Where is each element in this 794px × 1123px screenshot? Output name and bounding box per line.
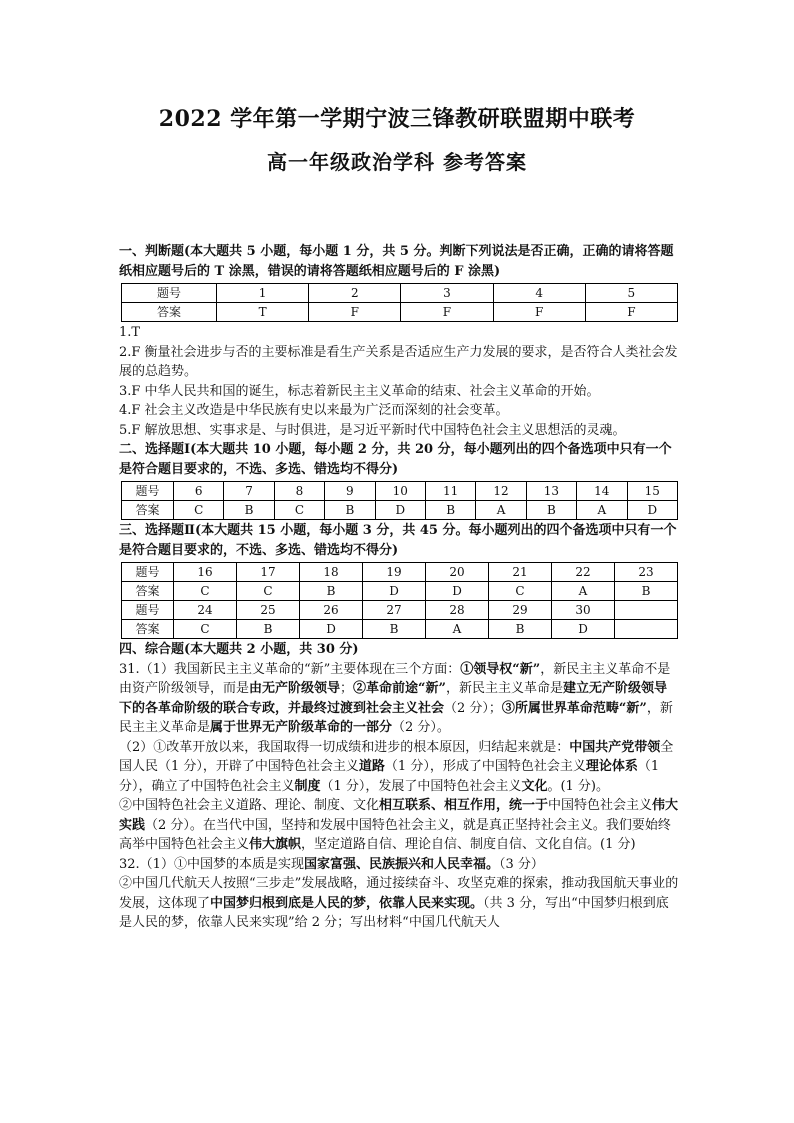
answer-text: （2）①改革开放以来，我国取得一切成绩和进步的根本原因，归结起来就是：: [119, 739, 570, 755]
question-number: 29: [489, 601, 552, 620]
answer-text: （1 分），形成了中国特色社会主义: [384, 759, 586, 774]
answer-text: （2 分）。: [392, 720, 450, 735]
answer-text: 32.（1）①中国梦的本质是实现: [119, 856, 304, 872]
answer-text: 31.（1）我国新民主主义革命的“新”主要体现在三个方面：: [119, 661, 461, 677]
question-number: 21: [489, 563, 552, 582]
question-number: 6: [174, 482, 224, 501]
answer-cell: A: [476, 501, 526, 520]
question-number: 19: [363, 563, 426, 582]
answer-cell: C: [274, 501, 324, 520]
answer-cell: A: [426, 620, 489, 639]
question-number: 27: [363, 601, 426, 620]
answer-text: ，新民主主义革命是: [119, 700, 673, 735]
row-label: 题号: [122, 284, 217, 303]
answer-text: ，坚定道路自信、理论自信、制度自信、文化自信。(1 分): [301, 837, 636, 852]
q31-part2-answer-1: [119, 738, 679, 797]
section2-heading: 二、选择题Ⅰ(本大题共 10 小题，每小题 2 分，共 20 分，每小题列出的四个备选项中只有一个是符合题目要求的，不选、多选、错选均不得分): [119, 442, 672, 477]
answer-text: （1 分），确立了中国特色社会主义: [119, 759, 660, 794]
answer-cell: C: [174, 620, 237, 639]
question-number: 15: [627, 482, 677, 501]
question-number: 9: [325, 482, 375, 501]
answer-cell: B: [489, 620, 552, 639]
question-number: 28: [426, 601, 489, 620]
question-number: 20: [426, 563, 489, 582]
answer-cell: D: [300, 620, 363, 639]
document-subtitle: 高一年级政治学科 参考答案: [267, 150, 527, 174]
question-number: 4: [493, 284, 585, 303]
question-number: 13: [526, 482, 576, 501]
q31-part1-answer: [119, 660, 679, 738]
question-number: 23: [615, 563, 678, 582]
answer-cell: B: [425, 501, 475, 520]
table-row: [122, 482, 678, 501]
question-number: 11: [425, 482, 475, 501]
question-number: 26: [300, 601, 363, 620]
key-point: 制度: [294, 778, 321, 794]
explanation-item: 1.T: [119, 325, 141, 340]
answer-cell: A: [577, 501, 627, 520]
answer-cell: B: [615, 582, 678, 601]
answer-cell: B: [300, 582, 363, 601]
table-row: [122, 620, 678, 639]
answer-text: ；: [340, 681, 354, 696]
question-number: 17: [237, 563, 300, 582]
question-number: 30: [552, 601, 615, 620]
question-number: 7: [224, 482, 274, 501]
answer-text: ，新民主主义革命不是由资产阶级领导，而是: [119, 661, 671, 696]
answer-cell: B: [325, 501, 375, 520]
table-row: [122, 601, 678, 620]
key-point: 伟大旗帜: [249, 837, 302, 852]
row-label: 答案: [122, 582, 174, 601]
question-number: 5: [585, 284, 677, 303]
key-point: 中国共产党带领: [569, 739, 661, 755]
q32-part1-answer: [119, 855, 679, 875]
answer-cell: C: [174, 501, 224, 520]
key-point: ①领导权“新”: [460, 661, 541, 677]
answer-text: 。(1 分)。: [547, 778, 610, 794]
question-number: 24: [174, 601, 237, 620]
answer-text: （共 3 分，写出“中国梦归根到底是人民的梦，依靠人民来实现”给 2 分；写出材料“中国几代航天人: [119, 895, 669, 930]
question-number: 1: [217, 284, 309, 303]
section3-answer-table: [121, 562, 678, 639]
answer-text: 全国人民（1 分），开辟了中国特色社会主义: [119, 739, 674, 774]
question-number: 10: [375, 482, 425, 501]
explanation-item: 3.F 中华人民共和国的诞生，标志着新民主主义革命的结束、社会主义革命的开始。: [119, 383, 600, 399]
document-body: [119, 242, 679, 933]
answer-cell: D: [426, 582, 489, 601]
section1-heading: 一、判断题(本大题共 5 小题，每小题 1 分，共 5 分。判断下列说法是否正确，正确的请将答题纸相应题号后的 T 涂黑，错误的请将答题纸相应题号后的 F 涂黑): [119, 244, 674, 279]
question-number: 14: [577, 482, 627, 501]
q32-part1-answer-2: [119, 874, 679, 933]
key-point: 建立无产阶级领导下的各革命阶级的联合专政，并最终过渡到社会主义社会: [119, 681, 668, 716]
section3-heading: 三、选择题Ⅱ(本大题共 15 小题，每小题 3 分，共 45 分。每小题列出的四个备选项中只有一个是符合题目要求的，不选、多选、错选均不得分): [119, 523, 677, 558]
answer-text: （2 分）。在当代中国，坚持和发展中国特色社会主义，就是真正坚持社会主义。我们要始终高举中国特色社会主义: [119, 817, 671, 852]
answer-text: （3 分）: [498, 856, 544, 872]
explanation-item: 5.F 解放思想、实事求是、与时俱进，是习近平新时代中国特色社会主义思想活的灵魂。: [119, 422, 626, 438]
key-point: 伟大实践: [119, 798, 679, 833]
question-number: 18: [300, 563, 363, 582]
answer-cell: C: [174, 582, 237, 601]
row-label: 答案: [122, 501, 174, 520]
key-point: ②革命前途“新”: [353, 681, 447, 696]
question-number: 22: [552, 563, 615, 582]
answer-cell: B: [363, 620, 426, 639]
key-point: 国家富强、民族振兴和人民幸福。: [303, 856, 499, 872]
answer-cell: C: [237, 582, 300, 601]
answer-cell: A: [552, 582, 615, 601]
key-point: 理论体系: [585, 759, 638, 774]
explanation-item: 4.F 社会主义改造是中华民族有史以来最为广泛而深刻的社会变革。: [119, 403, 509, 418]
row-label: 题号: [122, 563, 174, 582]
q31-part2-answer-2: [119, 796, 679, 855]
row-label: 题号: [122, 601, 174, 620]
table-row: [122, 563, 678, 582]
table-row: [122, 501, 678, 520]
row-label: 答案: [122, 620, 174, 639]
question-number: 25: [237, 601, 300, 620]
question-number: [615, 601, 678, 620]
answer-cell: B: [237, 620, 300, 639]
answer-cell: B: [526, 501, 576, 520]
answer-text: （2 分）；: [444, 700, 502, 716]
explanation-item: 2.F 衡量社会进步与否的主要标准是看生产关系是否适应生产力发展的要求，是否符合人类社会发展的总趋势。: [119, 344, 678, 379]
question-number: 16: [174, 563, 237, 582]
row-label: 答案: [122, 303, 217, 322]
key-point: 道路: [358, 759, 385, 774]
key-point: 文化: [521, 778, 548, 794]
row-label: 题号: [122, 482, 174, 501]
table-row: [122, 582, 678, 601]
section1-answer-table: [121, 283, 678, 322]
answer-cell: F: [309, 303, 401, 322]
answer-cell: [615, 620, 678, 639]
answer-text: （1 分），发展了中国特色社会主义: [320, 778, 522, 794]
answer-cell: F: [401, 303, 493, 322]
answer-cell: T: [217, 303, 309, 322]
section2-answer-table: [121, 481, 678, 520]
key-point: 相互联系、相互作用，统一于: [379, 798, 549, 813]
section4-heading: 四、综合题(本大题共 2 小题，共 30 分): [119, 642, 359, 657]
answer-text: 中国特色社会主义: [548, 798, 653, 813]
answer-text: ②中国特色社会主义道路、理论、制度、文化: [119, 798, 380, 813]
answer-cell: D: [363, 582, 426, 601]
key-point: 中国梦归根到底是人民的梦，依靠人民来实现。: [210, 895, 484, 911]
question-number: 3: [401, 284, 493, 303]
answer-cell: F: [585, 303, 677, 322]
question-number: 2: [309, 284, 401, 303]
answer-text: ，新民主主义革命是: [446, 681, 564, 696]
answer-text: ②中国几代航天人按照“三步走”发展战略，通过接续奋斗、攻坚克难的探索，推动我国航天事业的发展，这体现了: [119, 876, 679, 911]
table-row: [122, 303, 678, 322]
question-number: 12: [476, 482, 526, 501]
answer-cell: D: [552, 620, 615, 639]
document-title: 2022 学年第一学期宁波三锋教研联盟期中联考: [158, 106, 636, 132]
key-point: ③所属世界革命范畴“新”: [501, 700, 647, 716]
answer-cell: C: [489, 582, 552, 601]
answer-cell: F: [493, 303, 585, 322]
question-number: 8: [274, 482, 324, 501]
answer-cell: D: [375, 501, 425, 520]
answer-cell: D: [627, 501, 677, 520]
answer-cell: B: [224, 501, 274, 520]
table-row: [122, 284, 678, 303]
key-point: 由无产阶级领导: [249, 681, 341, 696]
key-point: 属于世界无产阶级革命的一部分: [210, 720, 393, 735]
